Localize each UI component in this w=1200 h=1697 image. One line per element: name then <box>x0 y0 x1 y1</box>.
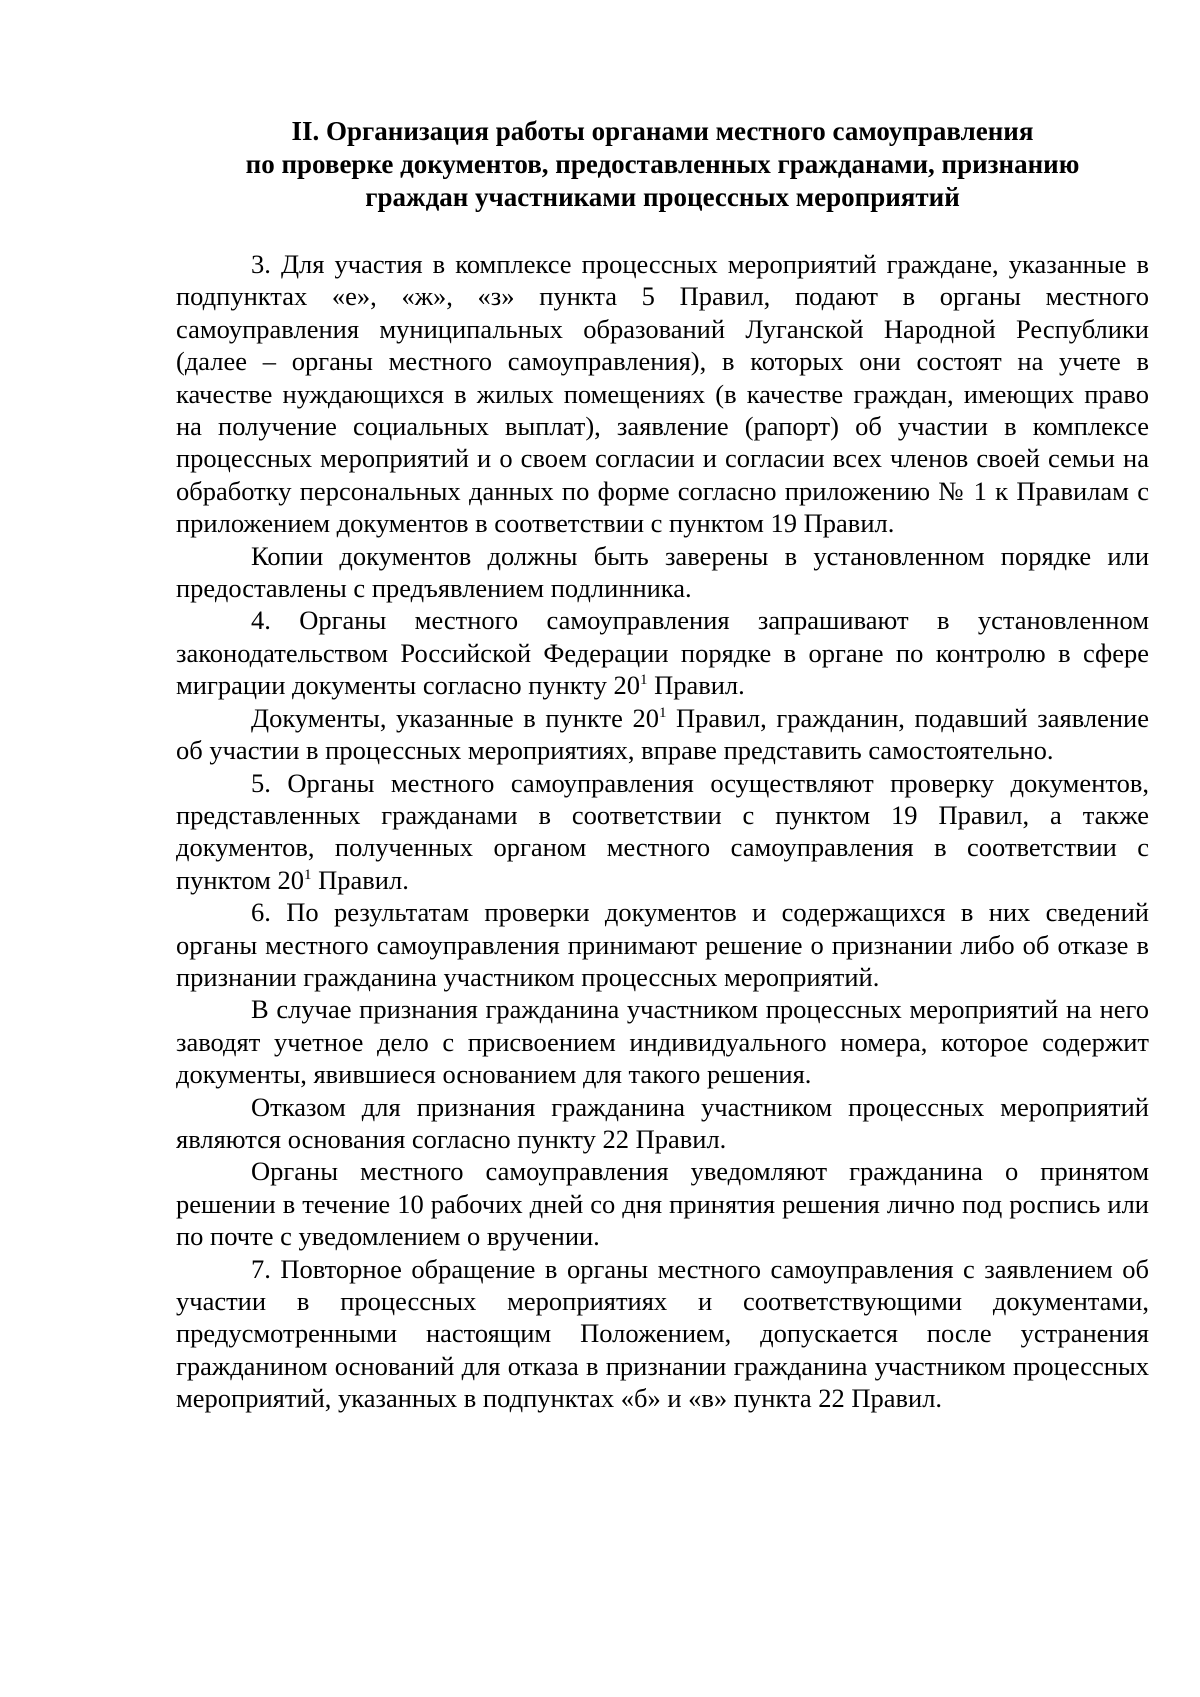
paragraph-4-documents-tail: Правил, гражданин, подавший заявление об участии в процессных мероприятиях, вправе представить самостоятельно. <box>176 702 1149 766</box>
heading-line-1: II. Организация работы органами местного самоуправления <box>291 116 1034 146</box>
paragraph-4-documents <box>176 702 1149 767</box>
paragraph-3: 3. Для участия в комплексе процессных мероприятий граждане, указанные в подпунктах «е», «ж», «з» пункта 5 Правил, подают в органы местного самоуправления муниципальных образований Луганской Народной Республики (далее – органы местного самоуправления), в которых они состоят на учете в качестве нуждающихся в жилых помещениях (в качестве граждан, имеющих право на получение социальных выплат), заявление (рапорт) об участии в комплексе процессных мероприятий и о своем согласии и согласии всех членов своей семьи на обработку персональных данных по форме согласно приложению № 1 к Правилам с приложением документов в соответствии с пунктом 19 Правил. <box>176 249 1149 539</box>
paragraph-4-tail: Правил. <box>647 670 745 701</box>
paragraph-4 <box>176 604 1149 701</box>
section-heading <box>176 115 1149 214</box>
heading-line-3: граждан участниками процессных мероприятий <box>365 182 960 212</box>
heading-line-2: по проверке документов, предоставленных гражданами, признанию <box>245 149 1080 179</box>
paragraph-6: 6. По результатам проверки документов и содержащихся в них сведений органы местного самоуправления принимают решение о признании либо об отказе в признании гражданина участником процессных мероприятий. <box>176 897 1149 992</box>
superscript-index: 1 <box>304 866 312 883</box>
paragraph-5-tail: Правил. <box>311 864 409 895</box>
paragraph-7: 7. Повторное обращение в органы местного самоуправления с заявлением об участии в процессных мероприятиях и соответствующими документами, предусмотренными настоящим Положением, допускается после устранения гражданином оснований для отказа в признании гражданина участником процессных мероприятий, указанных в подпунктах «б» и «в» пункта 22 Правил. <box>176 1253 1149 1414</box>
document-body <box>176 248 1149 1415</box>
paragraph-6-refusal: Отказом для признания гражданина участником процессных мероприятий являются основания согласно пункту 22 Правил. <box>176 1091 1149 1154</box>
paragraph-4-documents-text: Документы, указанные в пункте 20 <box>251 702 659 733</box>
paragraph-6-notification: Органы местного самоуправления уведомляют гражданина о принятом решении в течение 10 рабочих дней со дня принятия решения лично под роспись или по почте с уведомлением о вручении. <box>176 1156 1149 1252</box>
paragraph-4-text: 4. Органы местного самоуправления запрашивают в установленном законодательством Российской Федерации порядке в органе по контролю в сфере миграции документы согласно пункту 20 <box>176 605 1149 701</box>
paragraph-5 <box>176 767 1149 897</box>
superscript-index: 1 <box>639 672 648 689</box>
paragraph-3-copies: Копии документов должны быть заверены в установленном порядке или предоставлены с предъявлением подлинника. <box>176 540 1149 604</box>
paragraph-5-text: 5. Органы местного самоуправления осуществляют проверку документов, представленных гражданами в соответствии с пунктом 19 Правил, а также документов, полученных органом местного самоуправления в соответствии с пунктом 20 <box>176 767 1149 895</box>
superscript-index: 1 <box>658 704 667 721</box>
paragraph-6-case: В случае признания гражданина участником процессных мероприятий на него заводят учетное дело с присвоением индивидуального номера, которое содержит документы, явившиеся основанием для такого решения. <box>176 994 1149 1090</box>
